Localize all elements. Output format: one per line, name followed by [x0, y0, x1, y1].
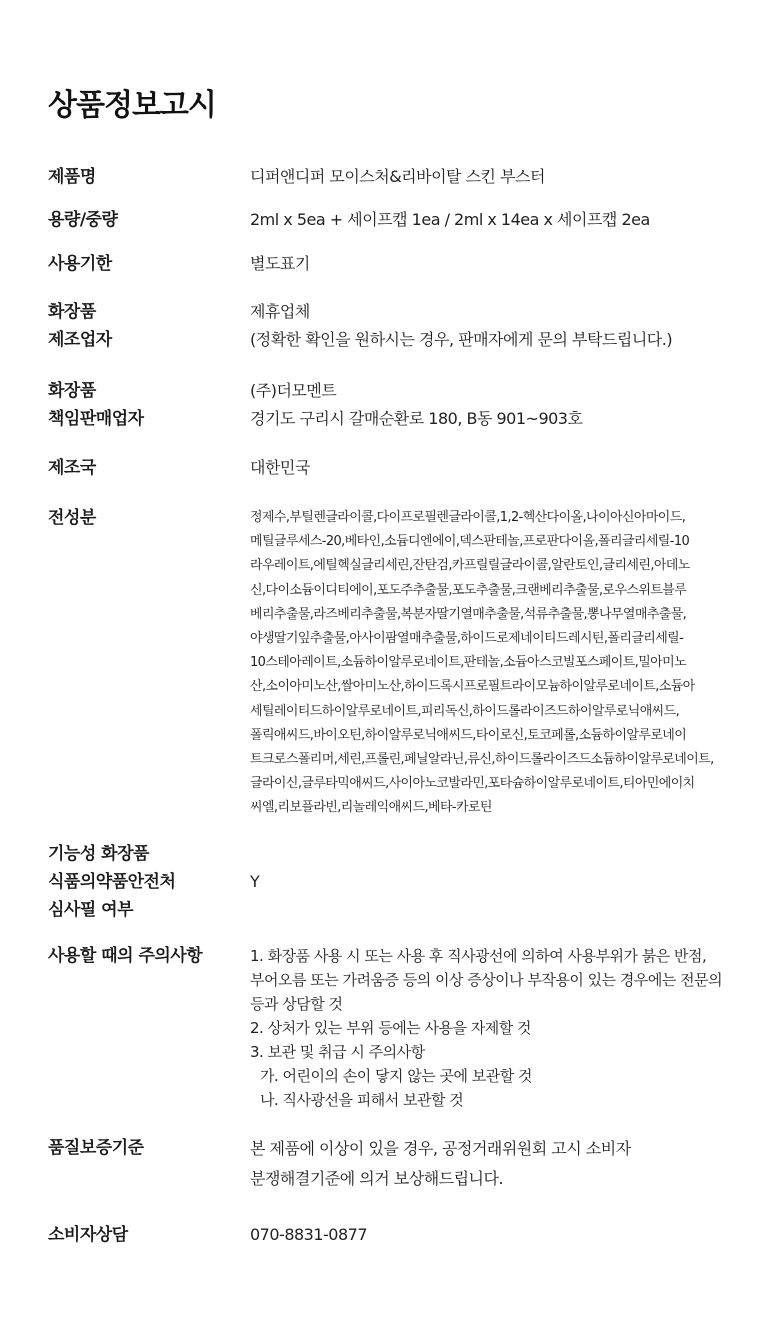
value-line: (주)더모멘트	[250, 381, 337, 400]
label-line: 책임판매업자	[48, 409, 144, 429]
caution-line: 3. 보관 및 취급 시 주의사항	[250, 1043, 425, 1061]
row-value	[250, 163, 760, 191]
label-line: 제조국	[48, 458, 96, 478]
ingredients-line: 산,소이아미노산,쌀아미노산,하이드록시프로필트라이모늄하이알루로네이트,소듐아	[250, 679, 695, 695]
value-line: 본 제품에 이상이 있을 경우, 공정거래위원회 고시 소비자	[250, 1139, 631, 1158]
ingredients-line: 베리추출물,라즈베리추출물,복분자딸기열매추출물,석류추출물,뽕나무열매추출물,	[250, 606, 687, 622]
page-title: 상품정보고시	[48, 88, 216, 123]
row-label	[48, 504, 96, 532]
label-line: 사용할 때의 주의사항	[48, 946, 203, 966]
value-line: 2ml x 5ea + 세이프캡 1ea / 2ml x 14ea x 세이프캡 2ea	[250, 210, 650, 229]
ingredients-line: 정제수,부틸렌글라이콜,다이프로필렌글라이콜,1,2-헥산다이올,나이아신아마이드,	[250, 510, 686, 525]
label-line: 제품명	[48, 167, 96, 187]
label-line: 기능성 화장품	[48, 844, 149, 864]
label-line: 전성분	[48, 508, 96, 528]
ingredients-line: 트크로스폴리머,세린,프롤린,페닐알라닌,류신,하이드롤라이즈드소듐하이알루로네이트,	[250, 752, 714, 768]
row-label	[48, 250, 112, 278]
label-line: 화장품	[48, 381, 96, 401]
row-label	[48, 377, 144, 433]
row-value	[250, 250, 760, 278]
ingredients-line: 글라이신,글루타믹애씨드,사이아노코발라민,포타슘하이알루로네이트,티아민에이치	[250, 776, 695, 792]
label-line: 식품의약품안전처	[48, 872, 176, 892]
caution-line: 2. 상처가 있는 부위 등에는 사용을 자제할 것	[250, 1019, 532, 1037]
row-value	[250, 206, 760, 234]
ingredients-line: 폴릭애씨드,바이오틴,하이알루로닉애씨드,타이로신,토코페롤,소듐하이알루로네이	[250, 727, 687, 743]
label-line: 심사필 여부	[48, 900, 134, 920]
label-line: 용량/중량	[48, 210, 118, 230]
value-line: Y	[250, 872, 260, 891]
caution-line: 가. 어린이의 손이 닿지 않는 곳에 보관할 것	[260, 1067, 532, 1085]
row-label	[48, 454, 96, 482]
row-label	[48, 942, 202, 970]
value-line: 별도표기	[250, 254, 310, 273]
ingredients-line: 10스테아레이트,소듐하이알루로네이트,판테놀,소듐아스코빌포스페이트,밀아미노	[250, 655, 687, 671]
row-label	[48, 163, 96, 191]
value-line: (정확한 확인을 원하시는 경우, 판매자에게 문의 부탁드립니다.)	[250, 330, 673, 349]
ingredients-line: 라우레이트,에틸헥실글리세린,잔탄검,카프릴릴글라이콜,알란토인,글리세린,아데노	[250, 558, 690, 574]
row-label	[48, 840, 175, 924]
row-label	[48, 298, 112, 354]
caution-line: 부어오름 또는 가려움증 등의 이상 증상이나 부작용이 있는 경우에는 전문의	[250, 971, 723, 989]
ingredients-line: 씨엘,리보플라빈,리놀레익애씨드,베타-카로틴	[250, 800, 492, 816]
ingredients-line: 신,다이소듐이디티에이,포도주추출물,포도추출물,크랜베리추출물,로우스위트블루	[250, 582, 687, 598]
row-value	[250, 868, 760, 896]
caution-line: 1. 화장품 사용 시 또는 사용 후 직사광선에 의하여 사용부위가 붉은 반점,	[250, 947, 707, 965]
value-line: 경기도 구리시 갈매순환로 180, B동 901~903호	[250, 409, 583, 428]
value-line: 분쟁해결기준에 의거 보상해드립니다.	[250, 1169, 504, 1188]
row-value	[250, 298, 760, 354]
row-value	[250, 1134, 760, 1194]
value-line: 대한민국	[250, 458, 310, 477]
row-label	[48, 1221, 128, 1249]
caution-line: 등과 상담할 것	[250, 995, 343, 1013]
label-line: 품질보증기준	[48, 1138, 144, 1158]
ingredients-list	[250, 506, 760, 821]
ingredients-line: 세틸레이티드하이알루로네이트,피리독신,하이드롤라이즈드하이알루로닉애씨드,	[250, 703, 680, 719]
ingredients-line: 야생딸기잎추출물,아사이팜열매추출물,하이드로제네이티드레시틴,폴리글리세릴-	[250, 631, 684, 647]
row-value	[250, 1221, 760, 1249]
label-line: 소비자상담	[48, 1225, 128, 1245]
row-label	[48, 1134, 144, 1162]
caution-line: 나. 직사광선을 피해서 보관할 것	[260, 1091, 464, 1109]
label-line: 제조업자	[48, 330, 112, 350]
ingredients-line: 메틸글루세스-20,베타인,소듐디엔에이,덱스판테놀,프로판다이올,폴리글리세릴-10	[250, 534, 690, 550]
row-value	[250, 377, 760, 433]
row-label	[48, 206, 117, 234]
value-line: 제휴업체	[250, 302, 310, 321]
label-line: 화장품	[48, 302, 96, 322]
value-line: 070-8831-0877	[250, 1225, 368, 1244]
caution-list	[250, 944, 760, 1112]
value-line: 디퍼앤디퍼 모이스처&리바이탈 스킨 부스터	[250, 167, 545, 186]
label-line: 사용기한	[48, 254, 112, 274]
row-value	[250, 454, 760, 482]
